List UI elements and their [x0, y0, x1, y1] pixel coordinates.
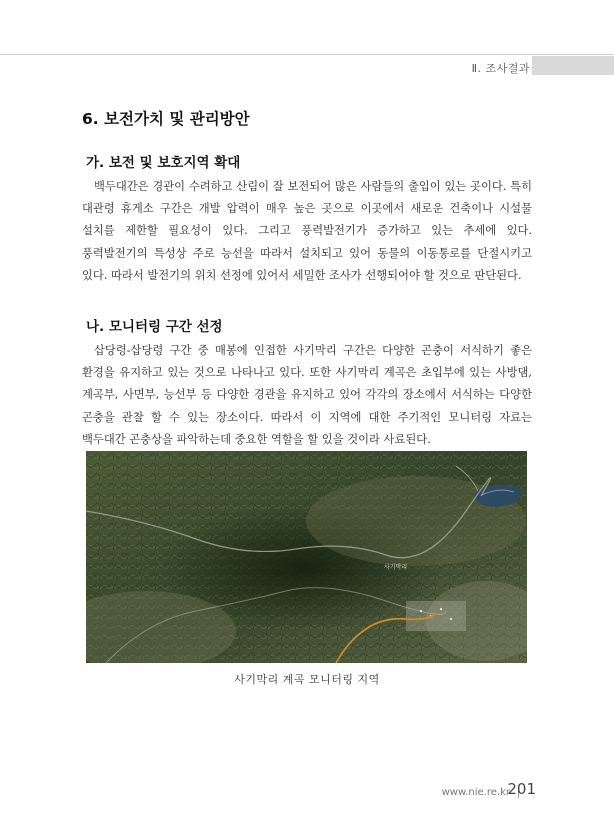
paragraph-1: 백두대간은 경관이 수려하고 산림이 잘 보전되어 많은 사람들의 출입이 있는 곳이다. 특히 대관령 휴게소 구간은 개발 압력이 매우 높은 곳으로 이곳에서 새로운 건축이나 시설물 설치를 제한할 필요성이 있다. 그리고 풍력발전기가 증가하고 있는 추세에 있다. 풍력발전기의 특성상 주로 능선을 따라서 설치되고 있어 동물의 이동통로를 단절시키고 있다. 따라서 발전기의 위치 선정에 있어서 세밀한 조사가 선행되어야 할 것으로 판단된다.: [82, 180, 532, 282]
subsection-title-1: 가. 보전 및 보호지역 확대: [86, 155, 241, 171]
page-number: 201: [507, 780, 536, 798]
section-title: 6. 보전가치 및 관리방안: [82, 110, 250, 128]
satellite-map-figure: [86, 451, 527, 663]
satellite-map-image: [86, 451, 527, 663]
subsection-title-2: 나. 모니터링 구간 선정: [86, 319, 223, 335]
chapter-tab: [532, 56, 614, 75]
map-place-label: 사기막리: [384, 564, 408, 571]
figure-caption: 사기막리 계곡 모니터링 지역: [234, 673, 380, 686]
paragraph-2: 삽당령-삽당령 구간 중 매봉에 인접한 사기막리 구간은 다양한 곤충이 서식하기 좋은 환경을 유지하고 있는 것으로 나타나고 있다. 또한 사기막리 계곡은 초입부에 있는 사방댐, 계곡부, 사면부, 능선부 등 다양한 경관을 유지하고 있어 각각의 장소에서 서식하는 다양한 곤충을 관찰 할 수 있는 장소이다. 따라서 이 지역에 대한 주기적인 모니터링 자료는 백두대간 곤충상을 파악하는데 중요한 역할을 할 있을 것이라 사료된다.: [82, 344, 532, 446]
header-rule: [0, 54, 614, 55]
chapter-label: Ⅱ. 조사결과: [471, 62, 530, 75]
footer-url: www.nie.re.kr: [441, 787, 510, 798]
